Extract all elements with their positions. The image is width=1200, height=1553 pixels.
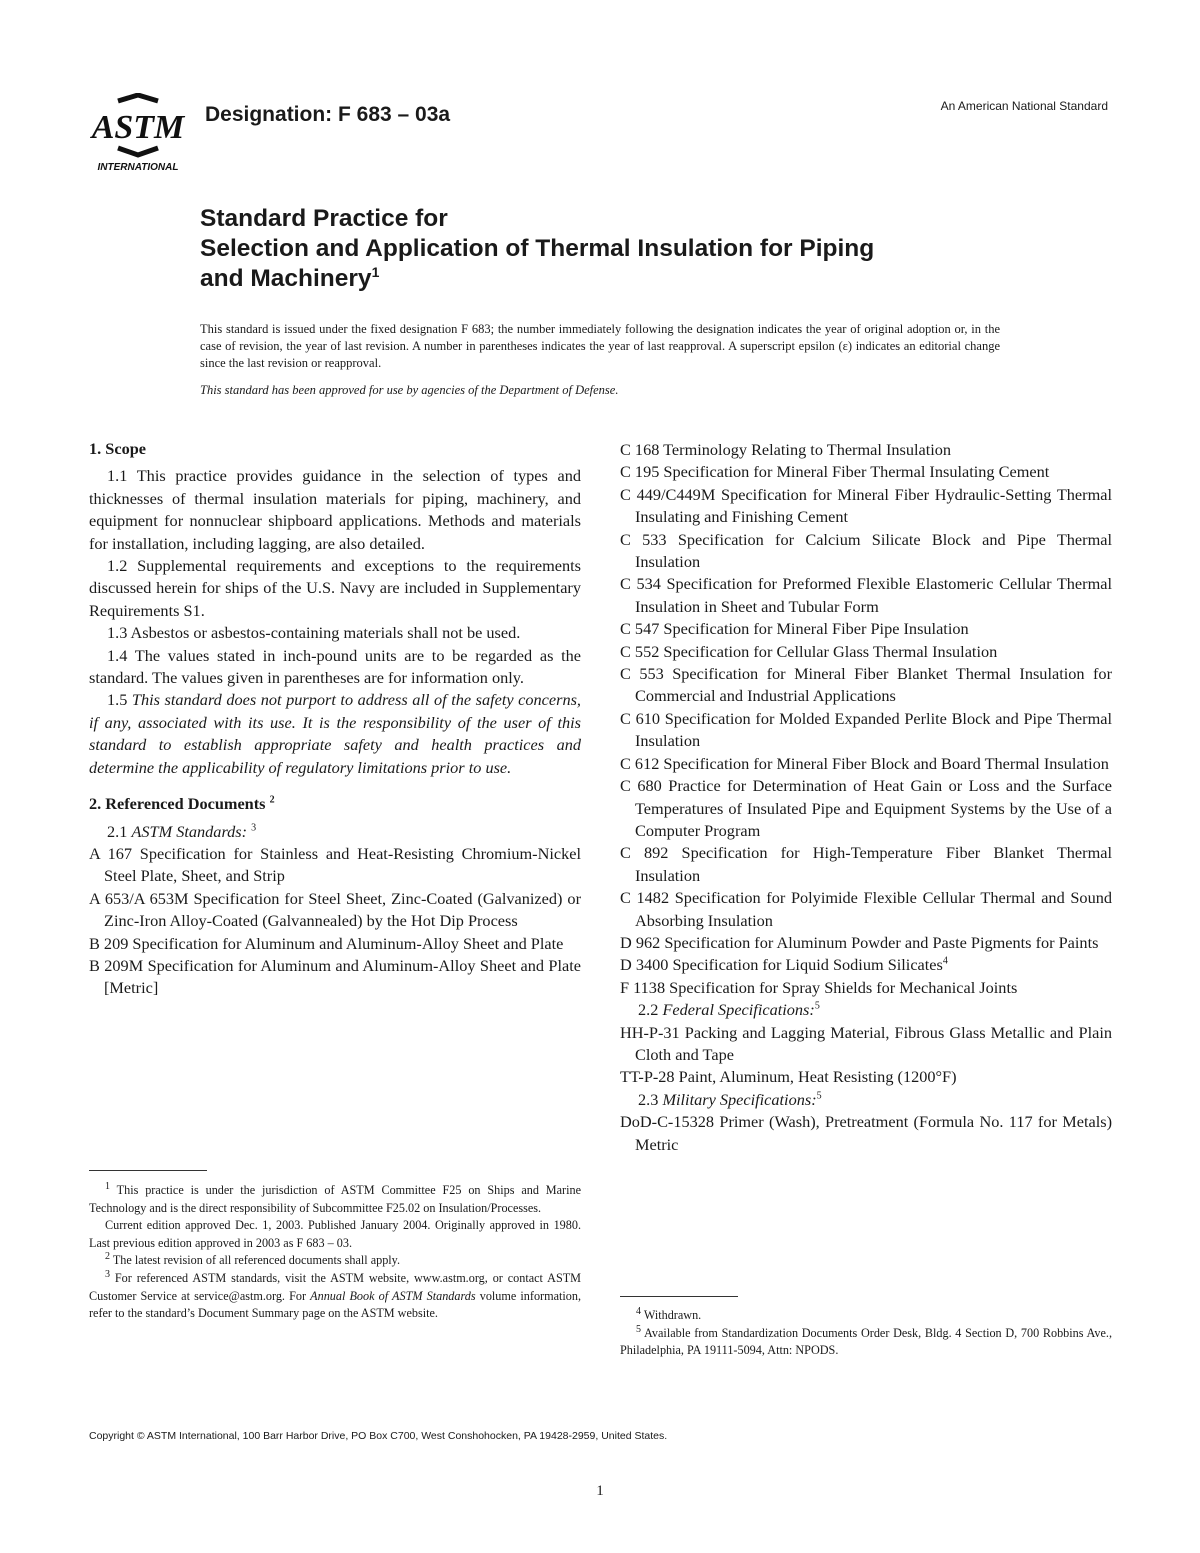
national-standard-label: An American National Standard <box>940 99 1108 113</box>
referenced-documents-footnote-ref: 2 <box>269 794 275 806</box>
federal-specifications-label <box>620 999 1112 1021</box>
reference-item: C 195 Specification for Mineral Fiber Thermal Insulating Cement <box>620 462 1050 482</box>
reference-item: DoD-C-15328 Primer (Wash), Pretreatment (Formula No. 117 for Metals) Metric <box>620 1112 1112 1154</box>
issuance-note: This standard is issued under the fixed designation F 683; the number immediately following the designation indicates the year of original adoption or, in the case of revision, the year of last revision. A number in parentheses indicates the year of last reapproval. A superscript epsilon (ε) indicates an editorial change since the last revision or reapproval. <box>200 322 1000 370</box>
reference-item-d3400 <box>620 954 1112 976</box>
title-line-3-text: and Machinery <box>200 265 372 292</box>
title-line-2: Selection and Application of Thermal Insulation for Piping <box>200 235 875 262</box>
federal-specifications-number: 2.2 <box>638 1000 659 1020</box>
reference-item: C 533 Specification for Calcium Silicate Block and Pipe Thermal Insulation <box>620 529 1112 572</box>
scope-paragraph-1-1: 1.1 This practice provides guidance in the selection of types and thicknesses of thermal insulation materials for piping, machinery, and equipment for nonnuclear shipboard applications. Methods and materials for installation, including lagging, are also detailed. <box>89 466 581 553</box>
designation: Designation: F 683 – 03a <box>205 103 451 126</box>
footnote-3-text-a: For referenced ASTM standards, visit the ASTM website, www.astm.org, or contact ASTM Customer Service at service@astm.org. For <box>89 1270 582 1303</box>
scope-paragraph-1-5-text: This standard does not purport to address all of the safety concerns, if any, associated with its use. It is the responsibility of the user of this standard to establish appropriate safety and health practices and determine the applicability of regulatory limitations prior to use. <box>89 690 581 777</box>
referenced-documents-heading <box>89 793 581 815</box>
astm-standards-number: 2.1 <box>107 821 128 841</box>
reference-item: C 534 Specification for Preformed Flexible Elastomeric Cellular Thermal Insulation in Sheet and Tubular Form <box>620 574 1112 616</box>
title-line-1: Standard Practice for <box>200 205 448 232</box>
footnote-5 <box>620 1325 1112 1360</box>
footnote-divider-right <box>620 1296 738 1297</box>
reference-item: HH-P-31 Packing and Lagging Material, Fibrous Glass Metallic and Plain Cloth and Tape <box>620 1022 1112 1064</box>
military-specifications-number: 2.3 <box>638 1089 659 1109</box>
military-specifications-text: Military Specifications: <box>662 1089 817 1109</box>
footnote-4-number: 4 <box>636 1305 641 1317</box>
document-title <box>200 204 874 294</box>
footnote-2-number: 2 <box>105 1251 110 1263</box>
footnote-4 <box>620 1307 1112 1325</box>
footnotes-right <box>620 1307 1112 1360</box>
logo-text: ASTM <box>91 109 185 146</box>
footnote-1-number: 1 <box>105 1180 110 1192</box>
reference-item: C 612 Specification for Mineral Fiber Block and Board Thermal Insulation <box>620 753 1109 773</box>
footnotes-left <box>89 1182 581 1323</box>
reference-item: D 962 Specification for Aluminum Powder and Paste Pigments for Paints <box>620 932 1099 952</box>
logo-subtext: INTERNATIONAL <box>97 162 179 173</box>
copyright-notice: Copyright © ASTM International, 100 Barr Harbor Drive, PO Box C700, West Conshohocken, PA 19428-2959, United States. <box>89 1430 668 1442</box>
footnote-2-text: The latest revision of all referenced documents shall apply. <box>112 1253 401 1268</box>
footnote-5-text: Available from Standardization Documents Order Desk, Bldg. 4 Section D, 700 Robbins Ave., Philadelphia, PA 19111-5094, Attn: NPODS. <box>620 1325 1113 1358</box>
reference-item: C 680 Practice for Determination of Heat Gain or Loss and the Surface Temperatures of Insulated Pipe and Equipment Systems by the Use of a Computer Program <box>620 776 1112 840</box>
scope-paragraph-1-4: 1.4 The values stated in inch-pound units are to be regarded as the standard. The values given in parentheses are for information only. <box>89 645 581 688</box>
scope-heading: 1. Scope <box>89 439 146 458</box>
reference-item: C 892 Specification for High-Temperature Fiber Blanket Thermal Insulation <box>620 843 1112 885</box>
footnote-divider-left <box>89 1170 207 1171</box>
footnote-3-text-b: volume information, refer to the standard’s Document Summary page on the ASTM website. <box>89 1288 581 1321</box>
reference-item: C 1482 Specification for Polyimide Flexible Cellular Thermal and Sound Absorbing Insulation <box>620 888 1112 930</box>
reference-item: C 610 Specification for Molded Expanded Perlite Block and Pipe Thermal Insulation <box>620 708 1112 751</box>
footnote-3-number: 3 <box>105 1268 110 1280</box>
right-column <box>620 439 1112 1156</box>
astm-standards-footnote-ref: 3 <box>251 822 257 834</box>
left-column <box>89 438 581 1000</box>
footnote-5-number: 5 <box>636 1323 641 1335</box>
military-specifications-footnote-ref: 5 <box>816 1090 822 1102</box>
federal-specifications-text: Federal Specifications: <box>662 1000 815 1020</box>
footnote-4-text: Withdrawn. <box>643 1308 702 1322</box>
military-specifications-label <box>620 1089 1112 1111</box>
reference-item: A 653/A 653M Specification for Steel Sheet, Zinc-Coated (Galvanized) or Zinc-Iron Alloy-Coated (Galvannealed) by the Hot Dip Process <box>89 888 581 931</box>
footnote-1 <box>89 1182 581 1217</box>
title-footnote-ref: 1 <box>371 263 380 280</box>
footnote-1-text: This practice is under the jurisdiction of ASTM Committee F25 on Ships and Marine Technology and is the direct responsibility of Subcommittee F25.02 on Insulation/Processes. <box>89 1183 581 1215</box>
reference-item: B 209M Specification for Aluminum and Aluminum-Alloy Sheet and Plate [Metric] <box>89 955 581 998</box>
scope-paragraph-1-5-number: 1.5 <box>107 690 128 710</box>
scope-paragraph-1-3: 1.3 Asbestos or asbestos-containing materials shall not be used. <box>107 623 521 643</box>
astm-standards-label <box>89 821 581 843</box>
referenced-documents-title: 2. Referenced Documents <box>89 794 266 814</box>
dod-approval-note: This standard has been approved for use by agencies of the Department of Defense. <box>200 383 619 397</box>
footnote-1-edition: Current edition approved Dec. 1, 2003. Published January 2004. Originally approved in 1980. Last previous edition approved in 2003 as F 683 – 03. <box>89 1218 581 1250</box>
reference-item: C 449/C449M Specification for Mineral Fiber Hydraulic-Setting Thermal Insulating and Finishing Cement <box>620 484 1112 527</box>
footnote-2 <box>89 1252 581 1270</box>
reference-item: F 1138 Specification for Spray Shields for Mechanical Joints <box>620 977 1018 997</box>
scope-paragraph-1-5 <box>89 689 581 779</box>
title-line-3 <box>200 264 874 294</box>
astm-logo <box>88 93 188 173</box>
federal-specifications-footnote-ref: 5 <box>814 1000 820 1012</box>
reference-item: C 553 Specification for Mineral Fiber Blanket Thermal Insulation for Commercial and Industrial Applications <box>620 664 1112 706</box>
footnote-3-book-title: Annual Book of ASTM Standards <box>310 1288 476 1303</box>
scope-paragraph-1-2: 1.2 Supplemental requirements and exceptions to the requirements discussed herein for ships of the U.S. Navy are included in Supplementary Requirements S1. <box>89 556 581 620</box>
reference-item: B 209 Specification for Aluminum and Aluminum-Alloy Sheet and Plate <box>89 933 564 953</box>
reference-item: C 168 Terminology Relating to Thermal Insulation <box>620 440 952 459</box>
reference-item: TT-P-28 Paint, Aluminum, Heat Resisting (1200°F) <box>620 1067 957 1087</box>
page-number: 1 <box>596 1483 604 1499</box>
footnote-3 <box>89 1270 581 1323</box>
reference-item: A 167 Specification for Stainless and Heat-Resisting Chromium-Nickel Steel Plate, Sheet, and Strip <box>89 843 581 886</box>
reference-item: C 552 Specification for Cellular Glass Thermal Insulation <box>620 641 998 661</box>
reference-d3400-text: D 3400 Specification for Liquid Sodium Silicates <box>620 955 943 975</box>
reference-d3400-footnote-ref: 4 <box>942 955 948 967</box>
astm-standards-text: ASTM Standards: <box>131 821 248 841</box>
reference-item: C 547 Specification for Mineral Fiber Pipe Insulation <box>620 619 969 639</box>
